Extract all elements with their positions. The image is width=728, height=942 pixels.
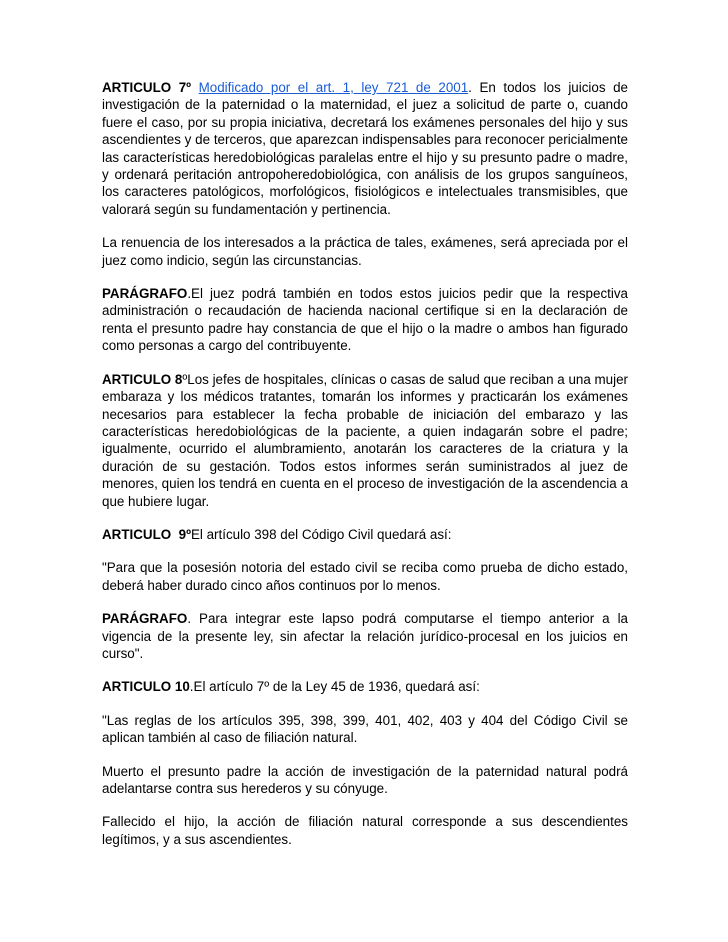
paragrafo-1-paragraph [102, 285, 628, 355]
paragrafo-2-heading: PARÁGRAFO [102, 611, 188, 627]
article-10-body: .El artículo 7º de la Ley 45 de 1936, quedará así: [189, 679, 480, 695]
article-7-body: . En todos los juicios de investigación de la paternidad o la maternidad, el juez a solicitud de parte o, cuando fuere el caso, por su propia iniciativa, decretará los exámenes personales del hijo y sus ascendientes y de terceros, que aparezcan indispensables para reconocer pericialmente las características heredobiológicas paralelas entre el hijo y su presunto padre o madre, y ordenará peritación antropoheredobiológica, con análisis de los grupos sanguíneos, los caracteres patológicos, morfológicos, fisiológicos e intelectuales transmisibles, que valorará según su fundamentación y pertinencia. [102, 80, 628, 217]
article-9-heading: ARTICULO 9º [102, 526, 191, 542]
paragrafo-1-body: .El juez podrá también en todos estos juicios pedir que la respectiva administración o recaudación de hacienda nacional certifique si en la declaración de renta el presunto padre hay constancia de que el hijo o la madre o ambos han figurado como personas a cargo del contribuyente. [102, 286, 628, 354]
renuencia-paragraph: La renuencia de los interesados a la práctica de tales, exámenes, será apreciada por el juez como indicio, según las circunstancias. [102, 235, 628, 268]
article-9-body: El artículo 398 del Código Civil quedará así: [190, 526, 452, 542]
reglas-paragraph: "Las reglas de los artículos 395, 398, 399, 401, 402, 403 y 404 del Código Civil se aplican también al caso de filiación natural. [102, 712, 628, 746]
fallecido-paragraph: Fallecido el hijo, la acción de filiación natural corresponde a sus descendientes legítimos, y a sus ascendientes. [102, 814, 628, 847]
article-10-paragraph [102, 678, 628, 695]
posesion-paragraph: "Para que la posesión notoria del estado civil se reciba como prueba de dicho estado, deberá haber durado cinco años continuos por lo menos. [102, 560, 628, 593]
paragrafo-2-body: . Para integrar este lapso podrá computarse el tiempo anterior a la vigencia de la presente ley, sin afectar la relación jurídico-procesal en los juicios en curso". [102, 611, 628, 661]
article-9-paragraph [102, 526, 628, 543]
article-8-heading: ARTICULO 8 [102, 371, 183, 387]
document-page [102, 79, 628, 864]
article-8-body: ºLos jefes de hospitales, clínicas o casas de salud que reciban a una mujer embaraza y los médicos tratantes, tomarán los informes y practicarán los exámenes necesarios para establecer la fecha probable de iniciación del embarazo y las características heredobiológicas de la paciente, a quien indagarán sobre el padre; igualmente, ocurrido el alumbramiento, anotarán los caracteres de la criatura y la duración de su gestación. Todos estos informes serán suministrados al juez de menores, quien los tendrá en cuenta en el proceso de investigación de la ascendencia a que hubiere lugar. [102, 371, 628, 509]
article-7-paragraph [102, 79, 628, 218]
article-8-paragraph [102, 371, 628, 510]
paragrafo-2-paragraph [102, 610, 628, 662]
paragrafo-1-heading: PARÁGRAFO [102, 286, 188, 302]
muerto-paragraph: Muerto el presunto padre la acción de investigación de la paternidad natural podrá adelantarse contra sus herederos y su cónyuge. [102, 763, 628, 796]
modification-link[interactable]: Modificado por el art. 1, ley 721 de 2001 [198, 80, 469, 95]
article-10-heading: ARTICULO 10 [102, 679, 190, 695]
article-7-heading: ARTICULO 7º [102, 80, 192, 95]
